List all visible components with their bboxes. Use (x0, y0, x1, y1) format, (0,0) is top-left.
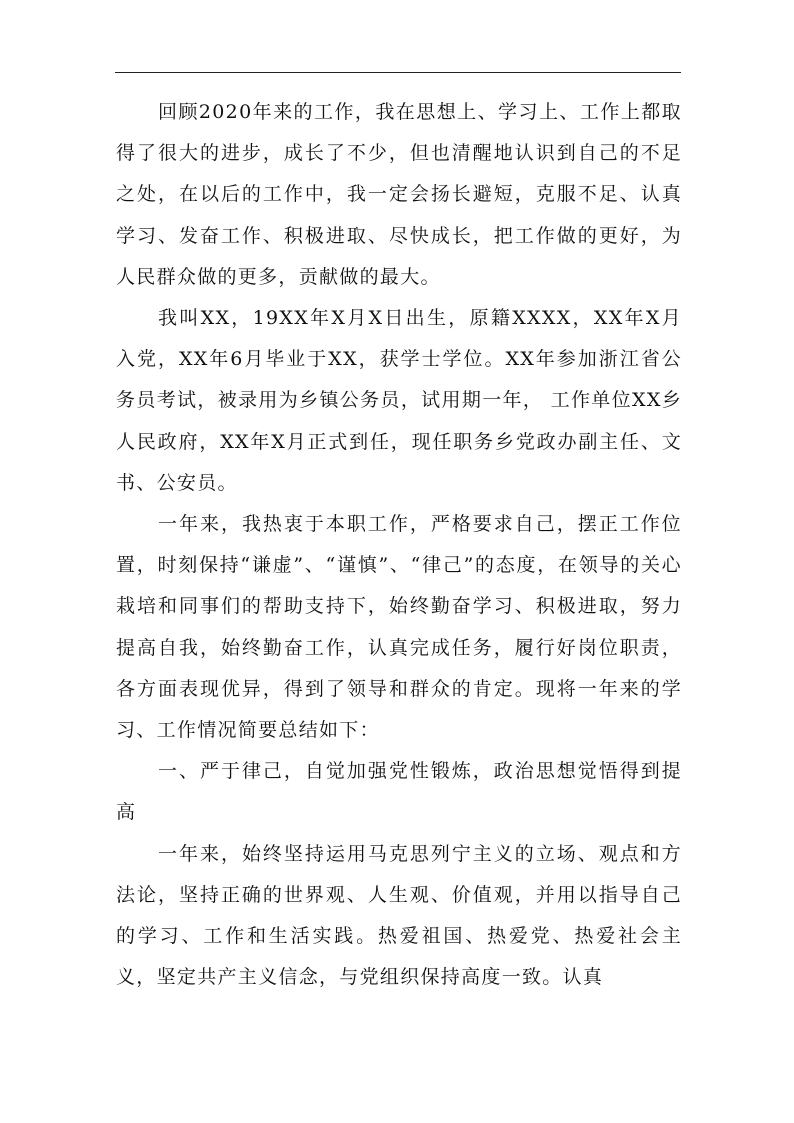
paragraph-personal-info: 我叫XX，19XX年X月X日出生，原籍XXXX，XX年X月入党，XX年6月毕业于XX，获学士学位。XX年参加浙江省公务员考试，被录用为乡镇公务员，试用期一年， 工作单位XX乡人民政府，XX年X月正式到任，现任职务乡党政办副主任、文书、公安员。 (116, 307, 682, 494)
document-body (116, 92, 682, 998)
paragraph-political-thought: 一年来，始终坚持运用马克思列宁主义的立场、观点和方法论，坚持正确的世界观、人生观、价值观，并用以指导自己的学习、工作和生活实践。热爱祖国、热爱党、热爱社会主义，坚定共产主义信念，与党组织保持高度一致。认真 (116, 842, 682, 989)
header-divider (115, 72, 681, 73)
paragraph-review: 回顾2020年来的工作，我在思想上、学习上、工作上都取得了很大的进步，成长了不少，但也清醒地认识到自己的不足之处，在以后的工作中，我一定会扬长避短，克服不足、认真学习、发奋工作、积极进取、尽快成长，把工作做的更好，为人民群众做的更多，贡献做的最大。 (116, 101, 682, 288)
paragraph-overview: 一年来，我热衷于本职工作，严格要求自己，摆正工作位置，时刻保持“谦虚”、“谨慎”、“律己”的态度，在领导的关心栽培和同事们的帮助支持下，始终勤奋学习、积极进取，努力提高自我，始终勤奋工作，认真完成任务，履行好岗位职责，各方面表现优异，得到了领导和群众的肯定。现将一年来的学习、工作情况简要总结如下： (116, 513, 682, 742)
section-heading-1: 一、严于律己，自觉加强党性锻炼，政治思想觉悟得到提高 (116, 760, 682, 824)
